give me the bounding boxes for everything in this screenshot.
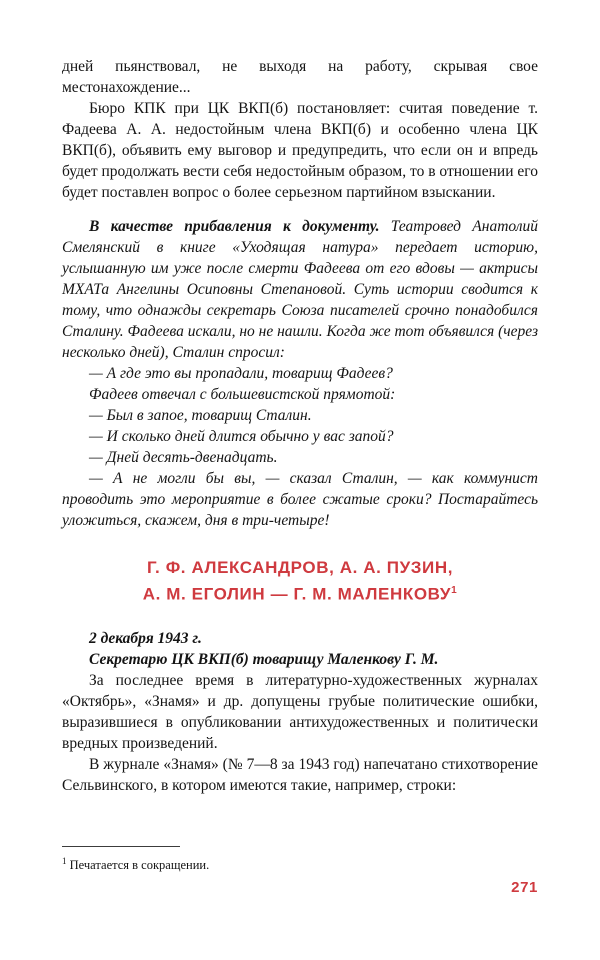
section-heading (62, 556, 538, 606)
dialogue-line: — Был в запое, товарищ Сталин. (89, 407, 312, 424)
letter-paragraph: В журнале «Знамя» (№ 7—8 за 1943 год) напечатано стихотворение Сельвинского, в котором имеются такие, например, строки: (62, 755, 538, 794)
dialogue-line: Фадеев отвечал с большевистской прямотой: (89, 386, 396, 403)
commentary-text: Театровед Анатолий Смелянский в книге «Уходящая натура» передает историю, услышанную им уже после смерти Фадеева от его вдовы — актрисы МХАТа Ангелины Осиповны Степановой. Суть истории сводится к тому, что однажды секретарь Союза писателей срочно понадобился Сталину. Фадеева искали, но не нашли. Когда же тот объявился (через несколько дней), Сталин спросил: (62, 218, 539, 361)
footnote-rule (62, 846, 180, 847)
dialogue-line: — Дней десять-двенадцать. (89, 449, 278, 466)
footnote-marker: 1 (62, 856, 67, 866)
commentary-lead: В качестве прибавления к документу. (89, 218, 380, 235)
paragraph-gap (62, 203, 538, 216)
dialogue-line: — А где это вы пропадали, товарищ Фадеев? (89, 365, 393, 382)
heading-line-2: А. М. ЕГОЛИН — Г. М. МАЛЕНКОВУ (142, 584, 452, 604)
footnote-area (62, 846, 538, 873)
footnote-text: Печатается в сокращении. (66, 858, 210, 873)
commentary-paragraph (62, 216, 538, 363)
date-line: 2 декабря 1943 г. (89, 629, 202, 647)
letter-paragraph: За последнее время в литературно-художественных журналах «Октябрь», «Знамя» и др. допущены грубые политические ошибки, выразившиеся в опубликовании антихудожественных и политически вредных произведений. (62, 671, 538, 752)
dialogue-line: — А не могли бы вы, — сказал Сталин, — как коммунист проводить это мероприятие в более сжатые сроки? Постарайтесь уложиться, скажем, дня в три-четыре! (62, 470, 538, 529)
page-number: 271 (511, 879, 538, 896)
continuation-paragraph: дней пьянствовал, не выходя на работу, скрывая свое местонахождение... (62, 58, 538, 96)
addressee-line: Секретарю ЦК ВКП(б) товарищу Маленкову Г. М. (89, 650, 439, 668)
footnote (62, 853, 538, 873)
decree-paragraph: Бюро КПК при ЦК ВКП(б) постановляет: считая поведение т. Фадеева А. А. недостойным члена ВКП(б) и особенно члена ЦК ВКП(б), объявить ему выговор и предупредить, что если он и впредь будет продолжать вести себя недостойным образом, то в отношении его будет поставлен вопрос о более серьезном партийном взыскании. (62, 100, 538, 201)
page-content (62, 56, 538, 796)
dialogue-line: — И сколько дней длится обычно у вас запой? (89, 428, 394, 445)
heading-line-1: Г. Ф. АЛЕКСАНДРОВ, А. А. ПУЗИН, (146, 558, 454, 577)
heading-footnote-mark: 1 (451, 585, 458, 596)
